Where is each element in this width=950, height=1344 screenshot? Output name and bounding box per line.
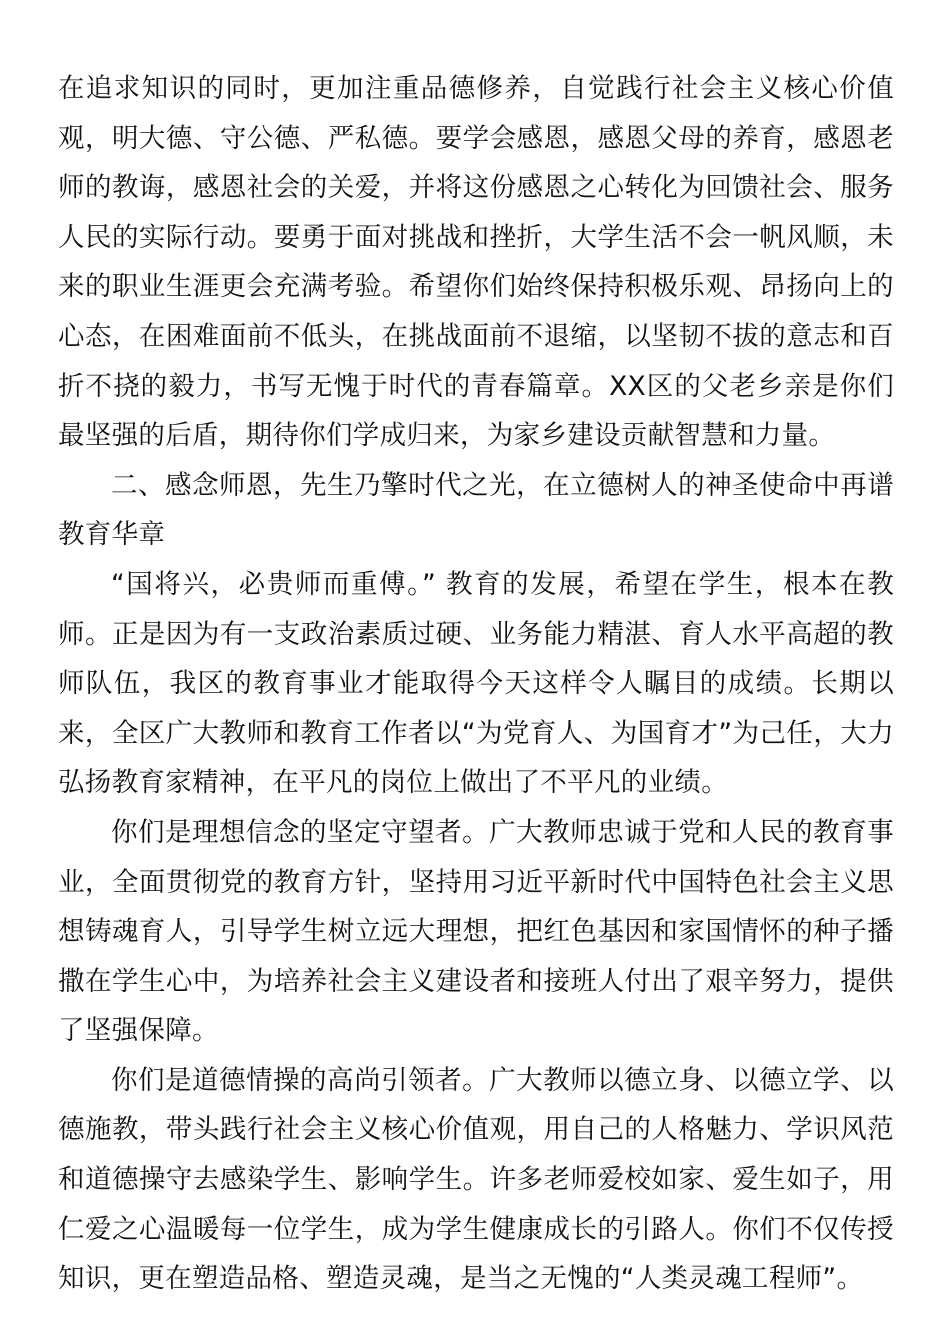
paragraph-continuation: 在追求知识的同时，更加注重品德修养，自觉践行社会主义核心价值观，明大德、守公德、严私德。要学会感恩，感恩父母的养育，感恩老师的教诲，感恩社会的关爱，并将这份感恩之心转化为回馈社会、服务人民的实际行动。要勇于面对挑战和挫折，大学生活不会一帆风顺，未来的职业生涯更会充满考验。希望你们始终保持积极乐观、昂扬向上的心态，在困难面前不低头，在挑战面前不退缩，以坚韧不拔的意志和百折不挠的毅力，书写无愧于时代的青春篇章。XX区的父老乡亲是你们最坚强的后盾，期待你们学成归来，为家乡建设贡献智慧和力量。 xyxy=(58,73,894,452)
paragraph-quote-intro: “国将兴，必贵师而重傅。” 教育的发展，希望在学生，根本在教师。正是因为有一支政治素质过硬、业务能力精湛、育人水平高超的教师队伍，我区的教育事业才能取得今天这样令人瞩目的成绩。长期以来，全区广大教师和教育工作者以“为党育人、为国育才”为己任，大力弘扬教育家精神，在平凡的岗位上做出了不平凡的业绩。 xyxy=(58,568,894,799)
paragraph-ideals: 你们是理想信念的坚定守望者。广大教师忠诚于党和人民的教育事业，全面贯彻党的教育方针，坚持用习近平新时代中国特色社会主义思想铸魂育人，引导学生树立远大理想，把红色基因和家国情怀的种子播撒在学生心中，为培养社会主义建设者和接班人付出了艰辛努力，提供了坚强保障。 xyxy=(58,816,894,1047)
document-body xyxy=(58,64,894,1304)
section-heading: 二、感念师恩，先生乃擎时代之光，在立德树人的神圣使命中再谱教育华章 xyxy=(58,469,894,551)
paragraph-morality: 你们是道德情操的高尚引领者。广大教师以德立身、以德立学、以德施教，带头践行社会主义核心价值观，用自己的人格魅力、学识风范和道德操守去感染学生、影响学生。许多老师爱校如家、爱生如子，用仁爱之心温暖每一位学生，成为学生健康成长的引路人。你们不仅传授知识，更在塑造品格、塑造灵魂，是当之无愧的“人类灵魂工程师”。 xyxy=(58,1064,894,1295)
